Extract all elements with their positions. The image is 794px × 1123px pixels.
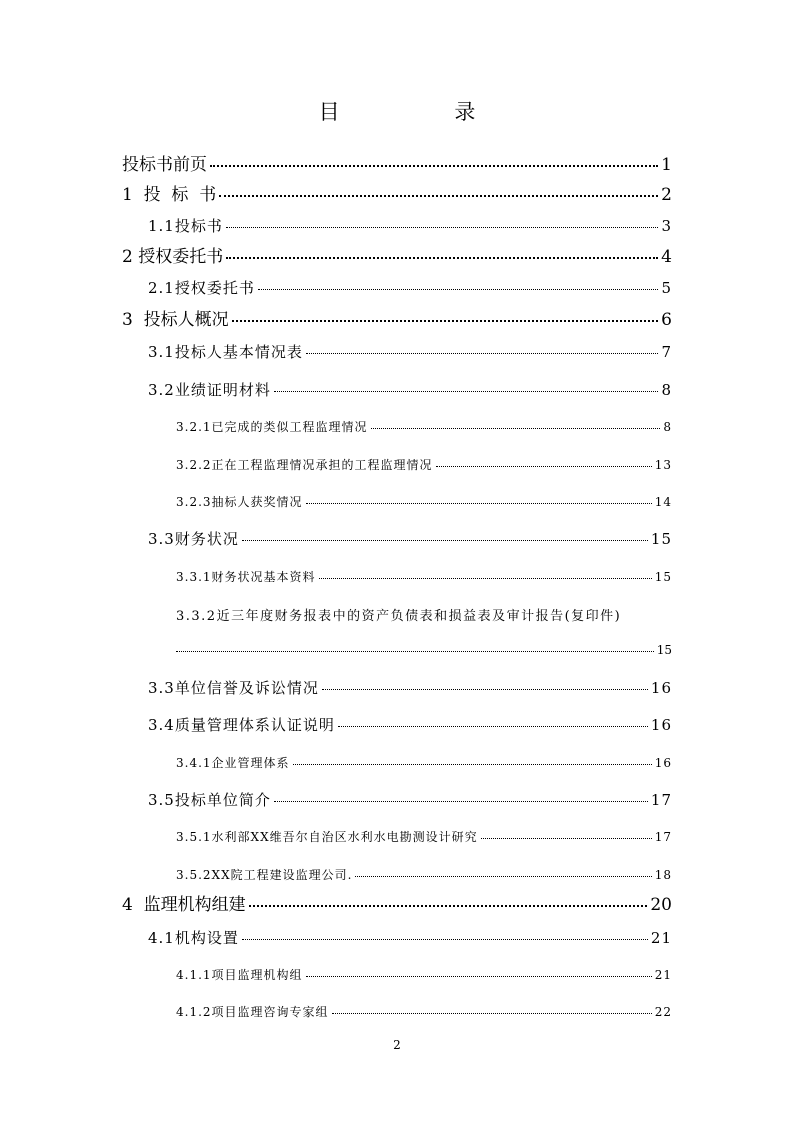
toc-entry-page: 18 [654, 868, 672, 882]
toc-entry-label: 3.5.2XX院工程建设监理公司. [176, 868, 353, 882]
toc-entry[interactable] [122, 242, 672, 267]
dot-leader [293, 764, 652, 765]
toc-entry-label: 1.1投标书 [148, 217, 223, 235]
toc-entry-label: 3.4质量管理体系认证说明 [148, 716, 335, 734]
toc-entry-page: 16 [650, 679, 672, 697]
toc-entry-page: 2 [661, 185, 672, 205]
toc-entry-page: 22 [654, 1005, 672, 1019]
toc-entry-label: 3.2.1已完成的类似工程监理情况 [176, 420, 368, 434]
toc-entry[interactable] [148, 277, 672, 298]
dot-leader [306, 353, 659, 354]
toc-entry-page: 8 [663, 420, 672, 434]
toc-entry[interactable] [122, 305, 672, 330]
toc-entry[interactable] [176, 456, 672, 473]
dot-leader [226, 227, 659, 228]
toc-entry-label: 3.3.1财务状况基本资料 [176, 570, 316, 584]
toc-entry-label: 1 投 标 书 [122, 185, 217, 205]
toc-entry-label: 投标书前页 [122, 155, 207, 175]
toc-entry[interactable] [148, 215, 672, 236]
toc-entry-label: 3.5.1水利部XX维吾尔自治区水利水电勘测设计研究 [176, 830, 478, 844]
dot-leader [274, 801, 648, 802]
toc-entry[interactable] [148, 528, 672, 549]
toc-entry-continuation[interactable] [176, 643, 672, 657]
dot-leader [306, 976, 652, 977]
toc-entry-page: 15 [656, 643, 672, 657]
toc-entry-label: 3.4.1企业管理体系 [176, 756, 290, 770]
dot-leader [242, 540, 648, 541]
toc-entry[interactable] [176, 966, 672, 983]
toc-entry-label: 3.2业绩证明材料 [148, 381, 271, 399]
toc-entry-label: 3 投标人概况 [122, 310, 229, 330]
dot-leader [371, 428, 661, 429]
toc-entry-page: 20 [650, 895, 672, 915]
toc-entry-page: 1 [661, 155, 672, 175]
toc-entry-page: 4 [661, 247, 672, 267]
toc-entry-label: 2.1授权委托书 [148, 279, 255, 297]
dot-leader [332, 1013, 652, 1014]
toc-entry-label: 3.3财务状况 [148, 530, 239, 548]
toc-entry[interactable] [176, 828, 672, 845]
toc-entry[interactable] [176, 754, 672, 771]
toc-entry-label: 3.3.2近三年度财务报表中的资产负债表和损益表及审计报告(复印件) [176, 609, 622, 624]
toc-entry[interactable] [148, 341, 672, 362]
dot-leader [319, 578, 652, 579]
toc-entry[interactable] [122, 150, 672, 175]
toc-entry[interactable] [148, 789, 672, 810]
page-title: 目 录 [318, 100, 530, 124]
toc-entry-page: 15 [654, 570, 672, 584]
dot-leader [436, 466, 652, 467]
toc-entry-page: 6 [661, 310, 672, 330]
toc-entry[interactable] [176, 1003, 672, 1020]
dot-leader [338, 726, 648, 727]
toc-entry-label: 4 监理机构组建 [122, 895, 246, 915]
toc-entry-label: 4.1.2项目监理咨询专家组 [176, 1005, 329, 1019]
toc-entry[interactable] [148, 677, 672, 698]
dot-leader [481, 838, 652, 839]
toc-entry-page: 21 [654, 968, 672, 982]
toc-entry-label: 3.2.3抽标人获奖情况 [176, 495, 303, 509]
toc-entry-label: 3.5投标单位简介 [148, 791, 271, 809]
toc-entry-page: 7 [661, 343, 672, 361]
toc-entry-page: 16 [650, 716, 672, 734]
toc-entry[interactable] [148, 714, 672, 735]
dot-leader [226, 257, 658, 259]
toc-entry-page: 8 [661, 381, 672, 399]
toc-entry-page: 13 [654, 458, 672, 472]
dot-leader [232, 320, 659, 322]
toc-entry[interactable] [122, 890, 672, 915]
dot-leader [219, 195, 658, 197]
toc-entry-page: 5 [661, 279, 672, 297]
toc-entry[interactable] [176, 605, 672, 624]
toc-entry-page: 16 [654, 756, 672, 770]
toc-entry-label: 2 授权委托书 [122, 247, 224, 267]
toc-entry[interactable] [122, 180, 672, 205]
toc-entry[interactable] [176, 568, 672, 585]
toc-entry-label: 4.1机构设置 [148, 929, 239, 947]
toc-entry[interactable] [176, 493, 672, 510]
dot-leader [274, 391, 659, 392]
dot-leader [176, 651, 654, 652]
dot-leader [242, 939, 648, 940]
toc-entry-page: 17 [650, 791, 672, 809]
toc-entry-label: 4.1.1项目监理机构组 [176, 968, 303, 982]
toc-entry[interactable] [148, 927, 672, 948]
toc-entry[interactable] [176, 866, 672, 883]
dot-leader [306, 503, 652, 504]
toc-entry-page: 14 [654, 495, 672, 509]
dot-leader [355, 876, 651, 877]
toc-entry-label: 3.1投标人基本情况表 [148, 343, 303, 361]
page-number: 2 [393, 1038, 401, 1052]
toc-entry-page: 3 [661, 217, 672, 235]
toc-entry-label: 3.2.2正在工程监理情况承担的工程监理情况 [176, 458, 433, 472]
dot-leader [258, 289, 659, 290]
toc-entry-label: 3.3单位信誉及诉讼情况 [148, 679, 319, 697]
dot-leader [249, 905, 648, 907]
toc-entry[interactable] [176, 418, 672, 435]
toc-entry-page: 21 [650, 929, 672, 947]
dot-leader [210, 165, 658, 167]
toc-entry-page: 15 [650, 530, 672, 548]
toc-entry-page: 17 [654, 830, 672, 844]
toc-entry[interactable] [148, 379, 672, 400]
dot-leader [322, 689, 648, 690]
